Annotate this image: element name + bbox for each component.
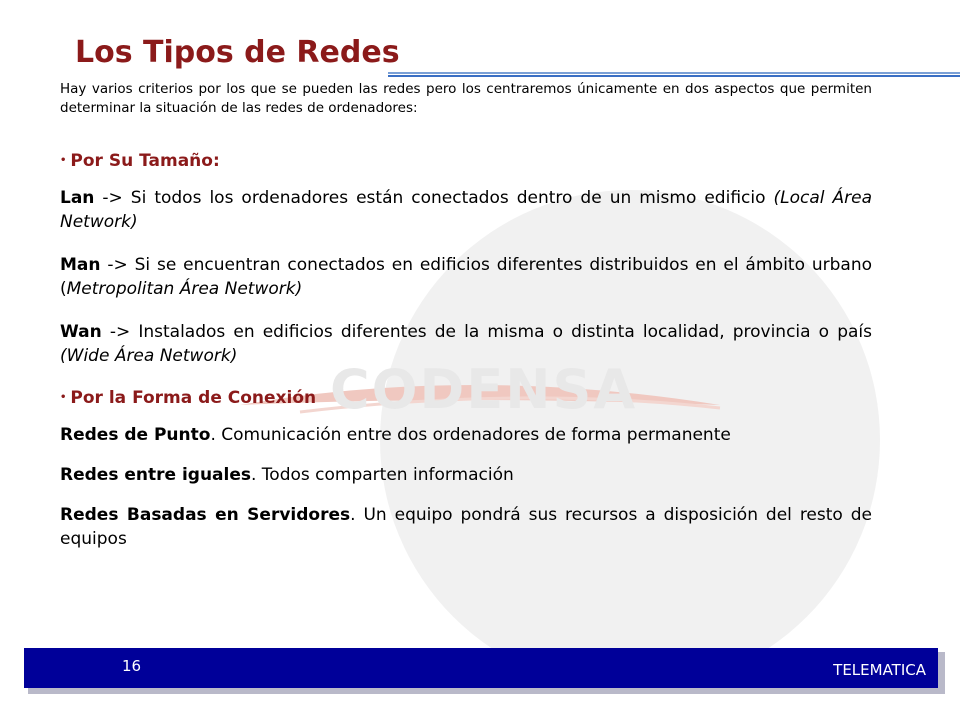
text-server-networks: . Un equipo pondrá sus recursos a disposición del resto de equipos bbox=[60, 505, 872, 549]
slide-content bbox=[60, 80, 872, 551]
bullet-heading-size bbox=[60, 150, 872, 172]
text-point-networks: . Comunicación entre dos ordenadores de forma permanente bbox=[210, 425, 731, 445]
text-peer-networks: . Todos comparten información bbox=[251, 465, 514, 485]
term-point-networks: Redes de Punto bbox=[60, 425, 211, 445]
footer-bar bbox=[24, 648, 938, 688]
paragraph-server-networks bbox=[60, 503, 872, 551]
term-peer-networks: Redes entre iguales bbox=[60, 465, 251, 485]
paragraph-man bbox=[60, 253, 872, 301]
bullet-heading-connection-label: Por la Forma de Conexión bbox=[70, 388, 317, 408]
paragraph-lan bbox=[60, 186, 872, 234]
bullet-heading-connection bbox=[60, 387, 872, 409]
page-number: 16 bbox=[122, 657, 142, 675]
note-wan: (Wide Área Network) bbox=[60, 346, 238, 366]
paragraph-wan bbox=[60, 320, 872, 368]
term-wan: Wan bbox=[60, 322, 102, 342]
watermark-text: CODENSA bbox=[330, 358, 638, 421]
note-lan: (Local Área Network) bbox=[60, 188, 872, 232]
term-server-networks: Redes Basadas en Servidores bbox=[60, 505, 351, 525]
title-rule bbox=[388, 72, 960, 78]
footer-label: TELEMATICA bbox=[833, 661, 926, 679]
text-man: -> Si se encuentran conectados en edificios diferentes distribuidos en el ámbito urbano ( bbox=[60, 255, 872, 299]
bullet-heading-size-label: Por Su Tamaño: bbox=[70, 151, 220, 171]
term-man: Man bbox=[60, 255, 101, 275]
bullet-icon: • bbox=[60, 155, 67, 166]
paragraph-peer-networks bbox=[60, 463, 872, 487]
bullet-icon: • bbox=[60, 392, 67, 403]
term-lan: Lan bbox=[60, 188, 95, 208]
note-man: Metropolitan Área Network) bbox=[66, 279, 303, 299]
text-wan: -> Instalados en edificios diferentes de la misma o distinta localidad, provincia o país bbox=[101, 322, 872, 342]
paragraph-point-networks bbox=[60, 423, 872, 447]
intro-text: Hay varios criterios por los que se pueden las redes pero los centraremos únicamente en dos aspectos que permiten determinar la situación de las redes de ordenadores: bbox=[60, 81, 872, 116]
slide-title: Los Tipos de Redes bbox=[75, 35, 400, 70]
text-lan: -> Si todos los ordenadores están conectados dentro de un mismo edificio bbox=[94, 188, 774, 208]
